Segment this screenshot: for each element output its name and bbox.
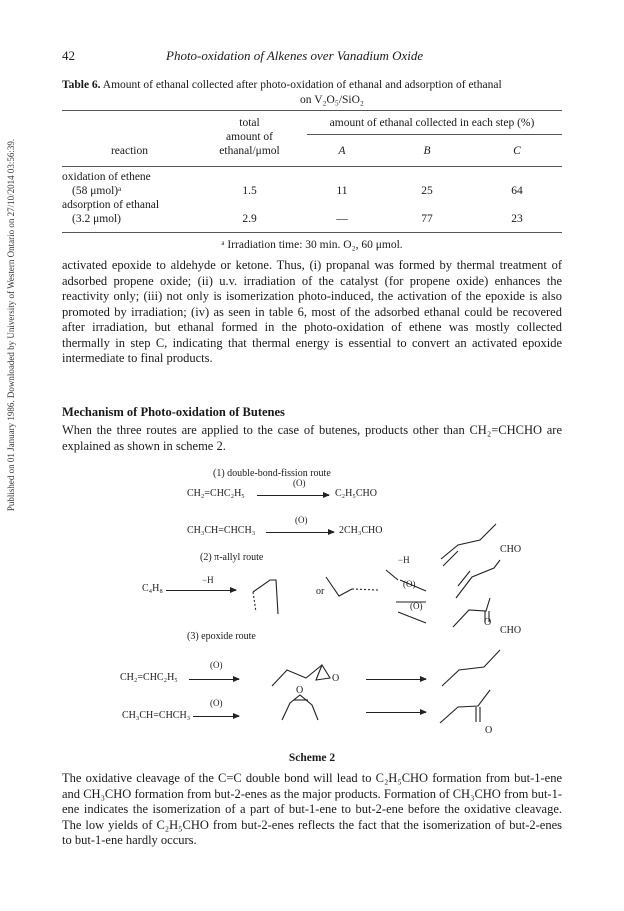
table-caption-line2: on V₂O₅/SiO₂ xyxy=(300,94,364,106)
ketone-oxygen-1: O xyxy=(484,617,492,628)
running-title: Photo-oxidation of Alkenes over Vanadium Oxide xyxy=(166,48,424,63)
epoxide-oxygen-1: O xyxy=(332,673,340,684)
product-cho-2: CHO xyxy=(500,625,522,636)
table-caption-text: Amount of ethanal collected after photo-oxidation of ethanal and adsorption of ethanal xyxy=(100,79,502,91)
route-1a-reagent: (O) xyxy=(293,478,306,488)
col-total-3: ethanal/μmol xyxy=(219,145,280,157)
route-1b-reactant: CH₃CH=CHCH₃ xyxy=(187,525,256,536)
col-total-1: total xyxy=(239,117,260,129)
ketone-product-3 xyxy=(440,690,490,723)
product-cho-1: CHO xyxy=(500,544,522,555)
col-group-header: amount of ethanal collected in each step (%) xyxy=(329,117,535,129)
epoxide-chain-2 xyxy=(282,695,318,720)
col-a: A xyxy=(338,145,346,157)
allyl-structure-2 xyxy=(326,577,352,596)
route-2-title: (2) π-allyl route xyxy=(200,552,264,563)
col-c: C xyxy=(513,145,521,157)
page-number: 42 xyxy=(62,48,75,63)
route-2-oxygen-1: (O) xyxy=(403,579,416,589)
ketone-oxygen-2: O xyxy=(485,725,493,736)
epoxide-chain-1 xyxy=(272,665,322,686)
table-row: (58 μmol)ᵃ 1.5 11 25 64 xyxy=(72,185,523,197)
route-3-title: (3) epoxide route xyxy=(187,631,256,642)
route-2-minus-h: −H xyxy=(398,555,410,565)
body-paragraph-3: The oxidative cleavage of the C=C double bond will lead to C₂H₅CHO formation from but-1-ene and CH₃CHO formation from but-2-enes as the major products. Formation of CH₃CHO from but-1-ene indicates the isomerization of a part of but-1-ene to but-2-ene before the oxidative cleavage. The low yields of C₂H₅CHO from but-2-enes reflects the fact that the isomerization of but-2-enes to but-1-ene hardly occurs. xyxy=(62,771,562,847)
table-row: adsorption of ethanal xyxy=(62,199,160,211)
col-b: B xyxy=(423,145,431,157)
allyl-dashed-2 xyxy=(352,589,378,590)
route-2-reactant: C₄H₈ xyxy=(142,583,163,594)
scheme-caption: Scheme 2 xyxy=(288,752,336,764)
product-chain-1 xyxy=(441,524,496,559)
route-3a-reactant: CH₂=CHC₂H₅ xyxy=(120,672,178,683)
oxygen-arrow-2 xyxy=(398,612,426,623)
allyl-dashed-1 xyxy=(253,592,256,612)
route-2-oxygen-2: (O) xyxy=(410,601,423,611)
body-paragraph-2: When the three routes are applied to the case of butenes, products other than CH₂=CHCHO are explained as shown in scheme 2. xyxy=(62,423,562,453)
body-paragraph-1: activated epoxide to aldehyde or ketone. Thus, (i) propanal was formed by thermal treatment of adsorbed propene oxide; (ii) u.v. irradiation of the catalyst (for propene oxide) enhances the reactivity only; (iii) not only is isomerization photo-induced, the activation of the epoxide is also promoted by irradiation; (iv) as seen in table 6, most of the adsorbed ethanal could be recovered after irradiation, but ethanal formed in the photo-oxidation of ethene was mostly collected thermally in step C, indicating that thermal energy is essential to convert an activated epoxide intermediate to final products. xyxy=(62,258,562,365)
route-1a-product: C₂H₅CHO xyxy=(335,488,377,499)
epoxide-ring-1 xyxy=(316,665,330,680)
table-row: oxidation of ethene xyxy=(62,171,151,183)
route-1b-product: 2CH₃CHO xyxy=(339,525,383,536)
route-1b-reagent: (O) xyxy=(295,515,308,525)
minus-h-arrow xyxy=(386,570,426,591)
product-double-2 xyxy=(458,571,470,586)
route-2-or: or xyxy=(316,586,325,597)
route-3b-reagent: (O) xyxy=(210,698,223,708)
epoxide-oxygen-2: O xyxy=(296,685,304,696)
product-double-1 xyxy=(443,551,458,566)
col-reaction: reaction xyxy=(110,145,149,157)
col-total-2: amount of xyxy=(226,131,273,143)
route-1-title: (1) double-bond-fission route xyxy=(213,468,331,479)
section-heading: Mechanism of Photo-oxidation of Butenes xyxy=(62,405,285,419)
table-row: (3.2 μmol) 2.9 — 77 23 xyxy=(72,213,523,225)
table-label: Table 6. xyxy=(62,79,101,91)
route-3b-reactant: CH₃CH=CHCH₃ xyxy=(122,710,191,721)
download-watermark-text: Published on 01 January 1986. Downloaded by University of Western Ontario on 27/10/2014 03:56:39. xyxy=(6,138,16,512)
ketone-carbonyl-1 xyxy=(485,611,489,622)
aldehyde-product-3 xyxy=(442,650,500,686)
route-1a-reactant: CH₂=CHC₂H₅ xyxy=(187,488,245,499)
route-3a-reagent: (O) xyxy=(210,660,223,670)
route-2-reagent: −H xyxy=(202,575,214,585)
product-chain-2 xyxy=(456,560,500,598)
ketone-carbonyl-2 xyxy=(476,707,480,722)
allyl-structure-1 xyxy=(253,580,278,614)
table-footnote: ᵃ Irradiation time: 30 min. O₂, 60 μmol. xyxy=(221,239,403,251)
